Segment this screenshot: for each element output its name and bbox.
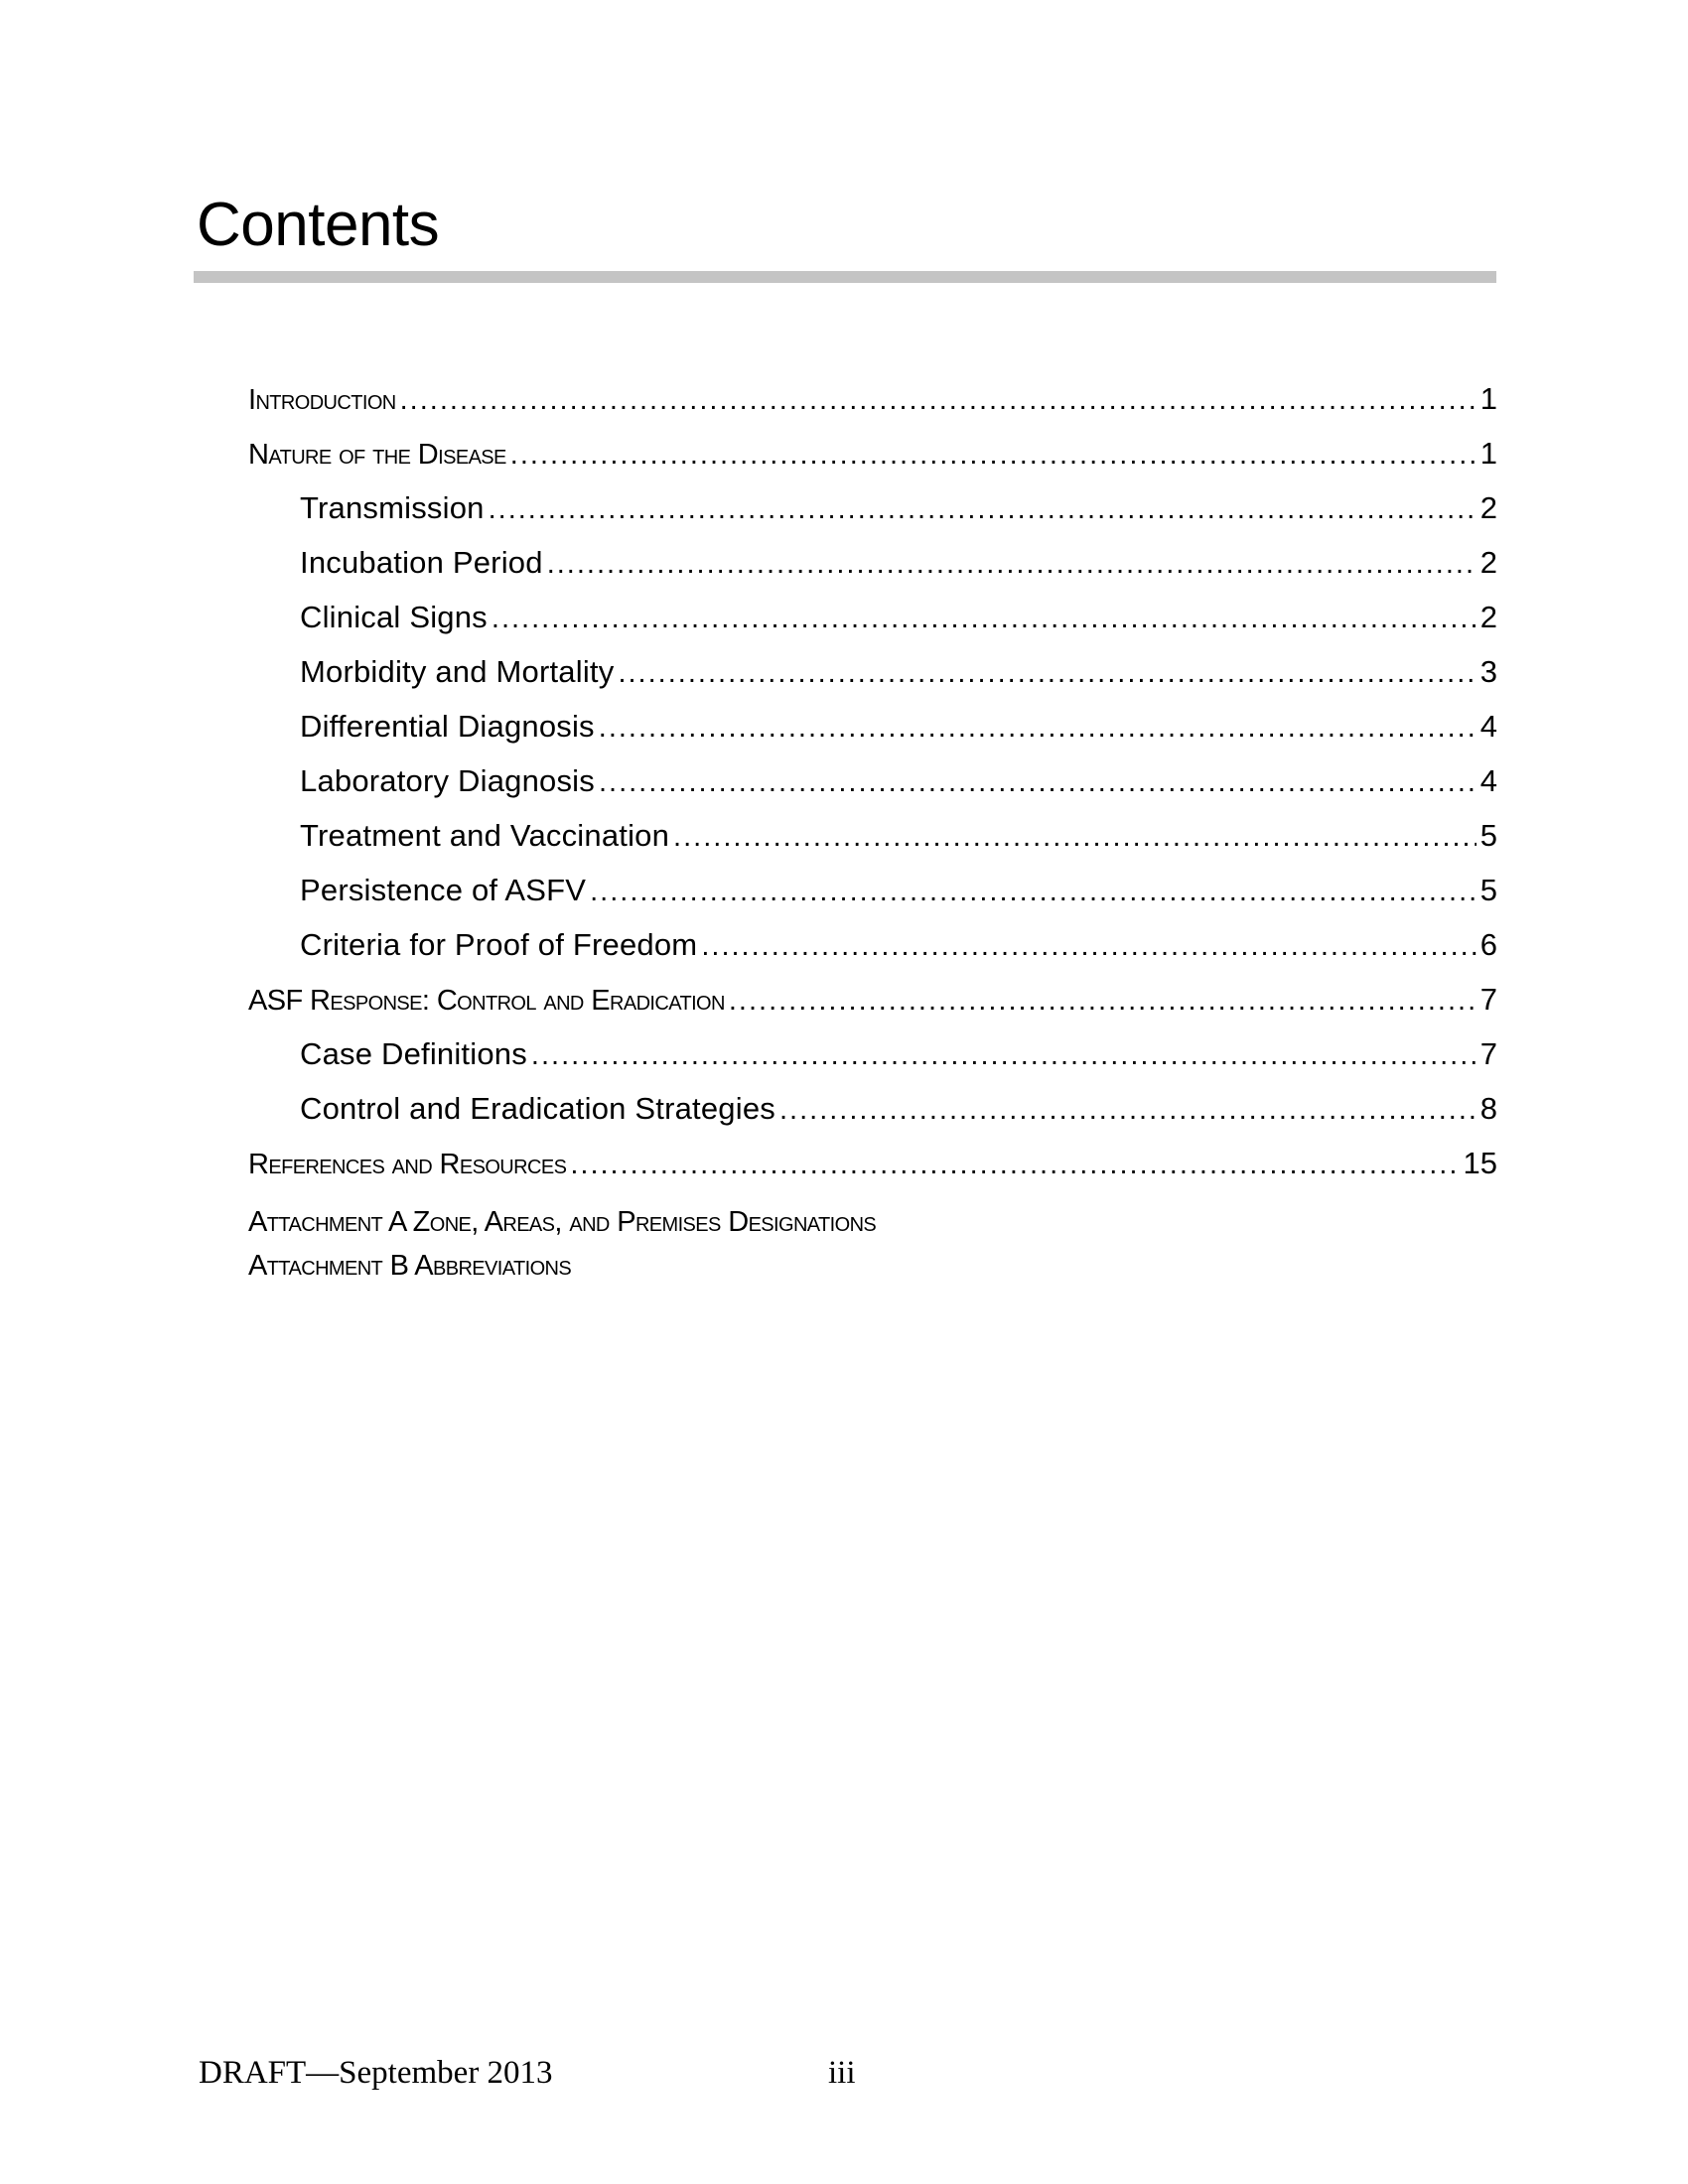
toc-dot-leader — [531, 1035, 1477, 1075]
toc-entry-label: Criteria for Proof of Freedom — [300, 927, 698, 962]
toc-dot-leader — [701, 926, 1476, 966]
toc-page-number: 2 — [1479, 545, 1497, 580]
toc-entry-label: ASF Response: Control and Eradication — [248, 985, 725, 1017]
page-title: Contents — [197, 191, 440, 259]
toc-page-number: 3 — [1479, 654, 1497, 689]
toc-entry-label: Introduction — [248, 384, 396, 416]
toc-page-number: 1 — [1479, 436, 1497, 471]
toc-entry-label: Laboratory Diagnosis — [300, 763, 595, 798]
toc-page-number: 6 — [1479, 927, 1497, 962]
toc-dot-leader — [510, 435, 1477, 475]
toc-entry-laboratory-diagnosis[interactable] — [300, 761, 1497, 801]
toc-entry-incubation-period[interactable] — [300, 543, 1497, 583]
toc-entry-control-and-eradication-strategies[interactable] — [300, 1089, 1497, 1129]
toc-page-number: 7 — [1479, 1036, 1497, 1071]
toc-entry-label: References and Resources — [248, 1149, 567, 1180]
toc-entry-treatment-and-vaccination[interactable] — [300, 816, 1497, 856]
toc-entry-differential-diagnosis[interactable] — [300, 707, 1497, 747]
toc-entry-morbidity-and-mortality[interactable] — [300, 652, 1497, 692]
toc-entry-asf-response[interactable] — [248, 980, 1497, 1020]
toc-entry-criteria-for-proof-of-freedom[interactable] — [300, 925, 1497, 965]
toc-entry-label: Differential Diagnosis — [300, 709, 595, 744]
toc-page-number: 4 — [1479, 709, 1497, 744]
toc-dot-leader — [400, 380, 1477, 420]
toc-entry-references-and-resources[interactable] — [248, 1144, 1497, 1183]
toc-page-number: 4 — [1479, 763, 1497, 798]
toc-entry-label: Morbidity and Mortality — [300, 654, 615, 689]
toc-entry-nature-of-the-disease[interactable] — [248, 434, 1497, 474]
toc-entry-introduction[interactable] — [248, 379, 1497, 419]
toc-dot-leader — [492, 599, 1477, 638]
toc-entry-label: Treatment and Vaccination — [300, 818, 670, 853]
toc-entry-clinical-signs[interactable] — [300, 598, 1497, 637]
toc-dot-leader — [570, 1145, 1459, 1184]
toc-entry-label: Persistence of ASFV — [300, 873, 587, 907]
toc-dot-leader — [599, 762, 1477, 802]
toc-entry-label: Case Definitions — [300, 1036, 527, 1071]
toc-dot-leader — [618, 653, 1476, 693]
toc-dot-leader — [673, 817, 1477, 857]
toc-entry-label: Clinical Signs — [300, 600, 488, 634]
toc-dot-leader — [547, 544, 1477, 584]
toc-entry-label: Incubation Period — [300, 545, 543, 580]
toc-page-number: 2 — [1479, 490, 1497, 525]
toc-page-number: 7 — [1479, 982, 1497, 1017]
toc-page-number: 15 — [1463, 1146, 1497, 1180]
toc-entry-label: Control and Eradication Strategies — [300, 1091, 775, 1126]
toc-entry-label: Transmission — [300, 490, 485, 525]
toc-entry-persistence-of-asfv[interactable] — [300, 871, 1497, 910]
toc-page-number: 8 — [1479, 1091, 1497, 1126]
toc-dot-leader — [729, 981, 1477, 1021]
toc-page-number: 5 — [1479, 818, 1497, 853]
toc-attachment-a[interactable]: Attachment A Zone, Areas, and Premises Designations — [248, 1206, 877, 1238]
toc-dot-leader — [599, 708, 1477, 748]
toc-page-number: 2 — [1479, 600, 1497, 634]
footer-draft-label: DRAFT—September 2013 — [199, 2055, 553, 2091]
footer-page-number: iii — [828, 2055, 856, 2091]
toc-page-number: 5 — [1479, 873, 1497, 907]
toc-attachment-b[interactable]: Attachment B Abbreviations — [248, 1250, 572, 1282]
toc-dot-leader — [779, 1090, 1477, 1130]
toc-dot-leader — [590, 872, 1477, 911]
toc-entry-case-definitions[interactable] — [300, 1034, 1497, 1074]
toc-dot-leader — [489, 489, 1477, 529]
toc-entry-label: Nature of the Disease — [248, 439, 506, 471]
toc-entry-transmission[interactable] — [300, 488, 1497, 528]
toc-page-number: 1 — [1479, 381, 1497, 416]
